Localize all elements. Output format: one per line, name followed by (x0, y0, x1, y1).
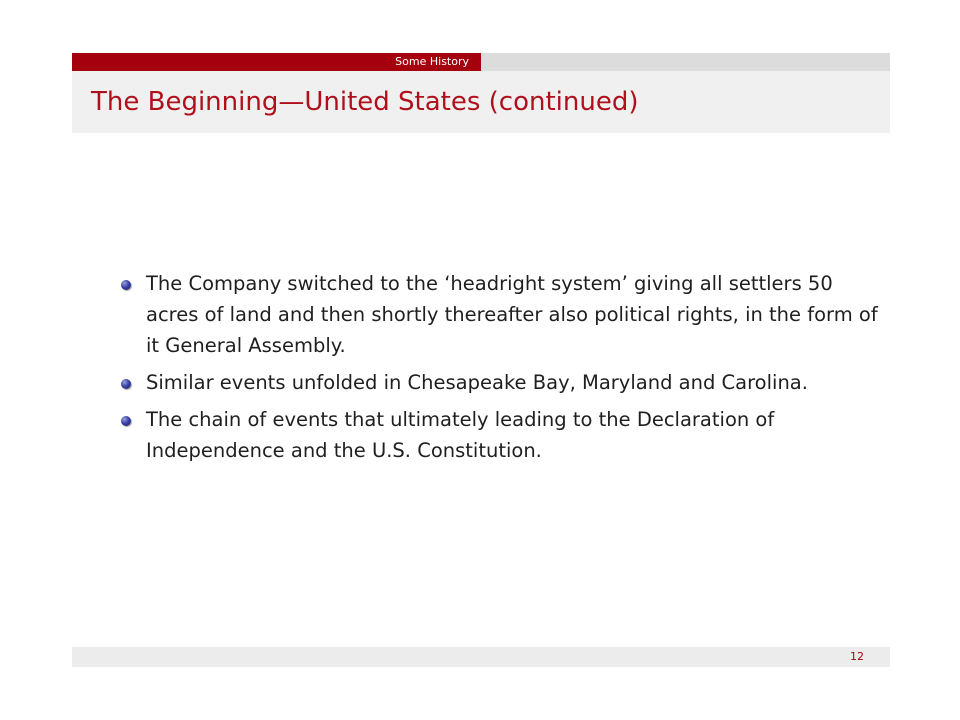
bullet-item (118, 268, 878, 361)
sphere-bullet-icon (121, 416, 131, 426)
page-number: 12 (850, 650, 864, 663)
bullet-text: The chain of events that ultimately leading to the Declaration of Independence and the U.S. Constitution. (146, 408, 775, 462)
bullet-text: The Company switched to the ‘headright system’ giving all settlers 50 acres of land and then shortly thereafter also political rights, in the form of it General Assembly. (146, 272, 878, 357)
sphere-bullet-icon (121, 379, 131, 389)
sphere-bullet-icon (121, 280, 131, 290)
section-navigation-bar (72, 53, 890, 71)
bullet-text: Similar events unfolded in Chesapeake Bay, Maryland and Carolina. (146, 371, 808, 394)
footer-bar (72, 647, 890, 667)
section-tab-some-history[interactable]: Some History (72, 53, 481, 71)
slide-title: The Beginning—United States (continued) (91, 87, 639, 117)
bullet-item (118, 367, 878, 398)
title-bar (72, 71, 890, 133)
bullet-item (118, 404, 878, 466)
bullet-list (118, 268, 878, 472)
